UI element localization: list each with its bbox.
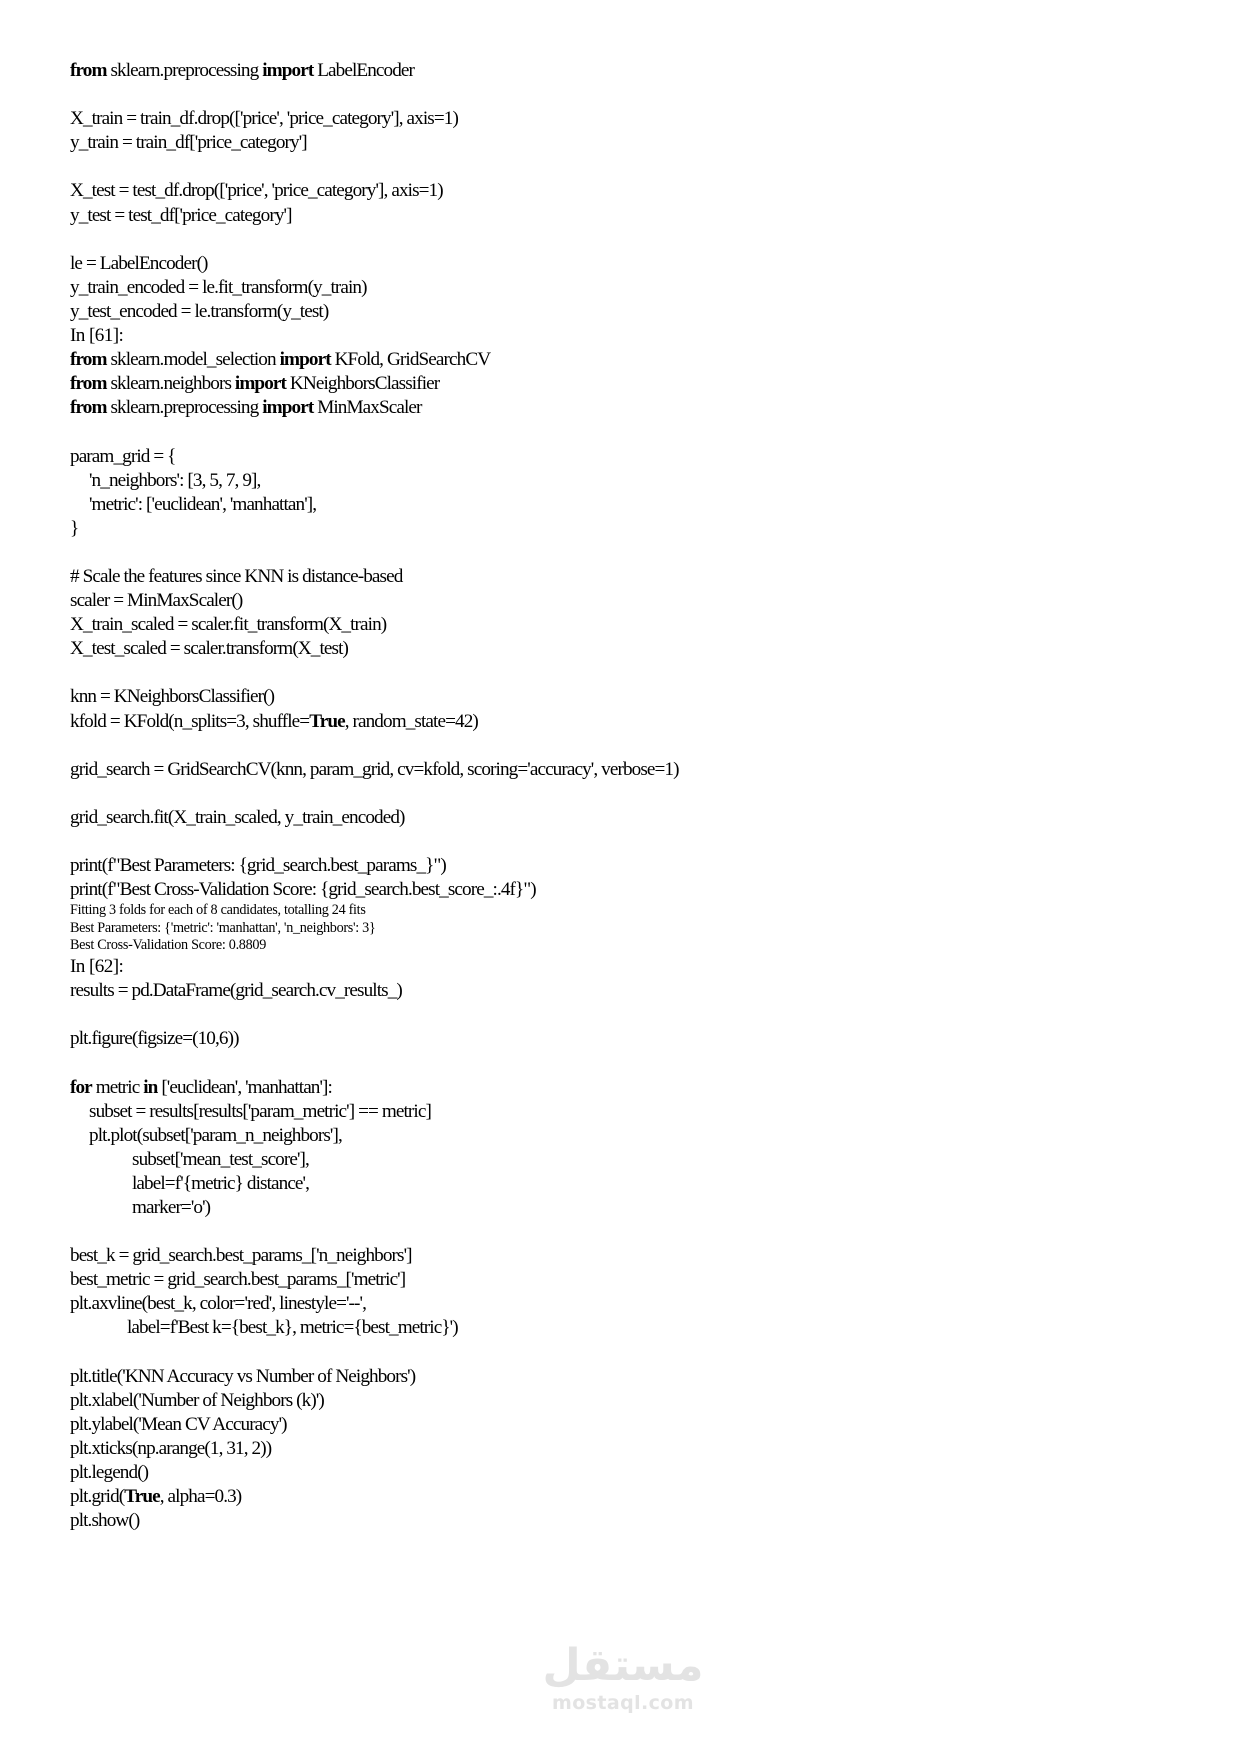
code-line: for metric in ['euclidean', 'manhattan']: <box>70 1076 332 1098</box>
code-line: label=f'Best k={best_k}, metric={best_metric}') <box>127 1317 458 1339</box>
code-line: subset['mean_test_score'], <box>132 1148 309 1170</box>
mostaql-watermark <box>538 1640 708 1714</box>
keyword: from <box>70 60 107 81</box>
code-line: plt.show() <box>70 1510 140 1532</box>
blank-line <box>70 155 1190 179</box>
code-line: X_train = train_df.drop(['price', 'price_category'], axis=1) <box>70 108 458 130</box>
code-line: y_test_encoded = le.transform(y_test) <box>70 300 329 322</box>
blank-line <box>70 1051 1190 1075</box>
cell-prompt: In [62]: <box>70 956 124 978</box>
code-line: param_grid = { <box>70 445 176 467</box>
code-line: plt.xticks(np.arange(1, 31, 2)) <box>70 1437 272 1459</box>
code-line: results = pd.DataFrame(grid_search.cv_results_) <box>70 980 402 1002</box>
code-line: plt.plot(subset['param_n_neighbors'], <box>89 1124 342 1146</box>
keyword: True <box>309 710 345 732</box>
code-line: print(f"Best Cross-Validation Score: {grid_search.best_score_:.4f}") <box>70 879 536 901</box>
code-line: marker='o') <box>132 1197 211 1218</box>
code-line: plt.legend() <box>70 1462 149 1484</box>
code-line: } <box>70 517 79 539</box>
keyword: from <box>70 373 107 395</box>
code-line: y_test = test_df['price_category'] <box>70 204 292 226</box>
code-line: le = LabelEncoder() <box>70 252 208 274</box>
code-line: plt.ylabel('Mean CV Accuracy') <box>70 1413 287 1435</box>
blank-line <box>70 1220 1190 1244</box>
code-line: plt.axvline(best_k, color='red', linestyle='--', <box>70 1293 366 1315</box>
keyword: from <box>70 397 107 419</box>
code-line: from sklearn.preprocessing import MinMaxScaler <box>70 397 422 419</box>
keyword: import <box>262 397 314 419</box>
keyword: import <box>234 373 287 395</box>
watermark-logo: مستقل <box>542 1640 704 1691</box>
blank-line <box>70 541 1190 565</box>
code-line: knn = KNeighborsClassifier() <box>70 686 275 708</box>
cell-output-line: Best Cross-Validation Score: 0.8809 <box>70 937 266 954</box>
code-line: subset = results[results['param_metric'] == metric] <box>89 1100 431 1122</box>
code-line: plt.figure(figsize=(10,6)) <box>70 1028 239 1050</box>
blank-line <box>70 661 1190 685</box>
code-line: 'metric': ['euclidean', 'manhattan'], <box>89 493 317 515</box>
code-line: plt.xlabel('Number of Neighbors (k)') <box>70 1389 324 1411</box>
code-line: y_train_encoded = le.fit_transform(y_train) <box>70 276 367 298</box>
code-line: 'n_neighbors': [3, 5, 7, 9], <box>89 469 261 491</box>
keyword: from <box>70 349 107 371</box>
code-line: kfold = KFold(n_splits=3, shuffle=True, random_state=42) <box>70 710 478 732</box>
keyword: in <box>143 1076 158 1098</box>
cell-output-line: Best Parameters: {'metric': 'manhattan', 'n_neighbors': 3} <box>70 919 376 936</box>
notebook-export-page <box>70 59 1190 1533</box>
code-line: X_test_scaled = scaler.transform(X_test) <box>70 638 348 660</box>
code-line: print(f"Best Parameters: {grid_search.best_params_}") <box>70 855 446 877</box>
code-line: scaler = MinMaxScaler() <box>70 590 243 612</box>
code-line: plt.title('KNN Accuracy vs Number of Neighbors') <box>70 1365 416 1387</box>
code-line: label=f'{metric} distance', <box>132 1172 310 1194</box>
code-line: plt.grid(True, alpha=0.3) <box>70 1486 242 1508</box>
blank-line <box>70 830 1190 854</box>
keyword: import <box>279 349 331 371</box>
code-line: from sklearn.neighbors import KNeighborsClassifier <box>70 373 440 395</box>
blank-line <box>70 228 1190 252</box>
code-line: X_train_scaled = scaler.fit_transform(X_train) <box>70 614 387 636</box>
blank-line <box>70 734 1190 758</box>
blank-line <box>70 83 1190 107</box>
code-line: grid_search = GridSearchCV(knn, param_grid, cv=kfold, scoring='accuracy', verbose=1) <box>70 758 679 780</box>
code-line: X_test = test_df.drop(['price', 'price_category'], axis=1) <box>70 180 443 202</box>
blank-line <box>70 782 1190 806</box>
blank-line <box>70 1341 1190 1365</box>
code-line: from sklearn.preprocessing import LabelEncoder <box>70 60 415 81</box>
code-comment: # Scale the features since KNN is distance-based <box>70 565 403 587</box>
keyword: import <box>262 60 314 81</box>
keyword: True <box>124 1486 160 1508</box>
code-line: best_k = grid_search.best_params_['n_neighbors'] <box>70 1245 412 1267</box>
code-line: from sklearn.model_selection import KFold, GridSearchCV <box>70 349 491 371</box>
keyword: for <box>70 1076 92 1098</box>
cell-output-line: Fitting 3 folds for each of 8 candidates, totalling 24 fits <box>70 902 366 919</box>
blank-line <box>70 1003 1190 1027</box>
code-line: y_train = train_df['price_category'] <box>70 132 307 154</box>
watermark-url: mostaql.com <box>552 1692 694 1714</box>
cell-prompt: In [61]: <box>70 325 124 347</box>
code-line: grid_search.fit(X_train_scaled, y_train_encoded) <box>70 806 405 828</box>
code-line: best_metric = grid_search.best_params_['metric'] <box>70 1269 406 1291</box>
blank-line <box>70 420 1190 444</box>
